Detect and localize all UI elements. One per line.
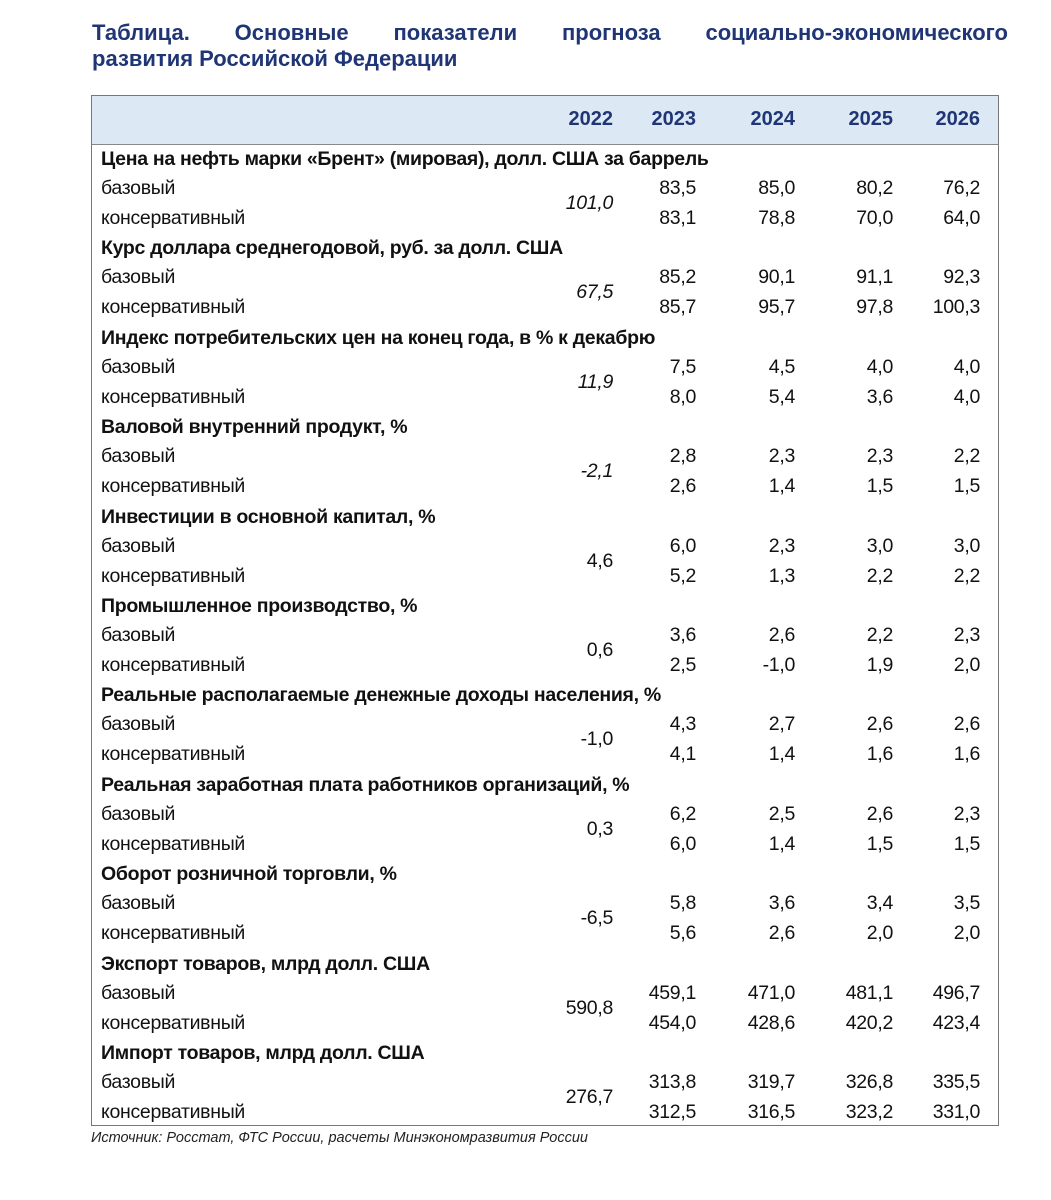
- value-2022: 67,5: [576, 281, 613, 304]
- value-conservative-2024: -1,0: [762, 653, 795, 676]
- value-conservative-2024: 5,4: [768, 385, 795, 408]
- scenario-label-conservative: консервативный: [101, 743, 246, 766]
- value-conservative-2026: 331,0: [932, 1100, 980, 1123]
- value-conservative-2023: 2,5: [669, 653, 696, 676]
- scenario-label-base: базовый: [101, 445, 176, 468]
- value-2022: 4,6: [586, 549, 613, 572]
- indicator-group: [92, 145, 998, 234]
- value-base-2023: 4,3: [669, 713, 696, 736]
- scenario-label-base: базовый: [101, 1070, 176, 1093]
- value-base-2023: 7,5: [669, 355, 696, 378]
- indicator-group: [92, 771, 998, 860]
- scenario-label-conservative: консервативный: [101, 475, 246, 498]
- value-conservative-2026: 1,5: [953, 832, 980, 855]
- value-base-2024: 4,5: [768, 355, 795, 378]
- indicator-group: [92, 950, 998, 1039]
- value-conservative-2023: 2,6: [669, 475, 696, 498]
- value-conservative-2023: 6,0: [669, 832, 696, 855]
- value-conservative-2023: 5,2: [669, 564, 696, 587]
- title-line-1: Таблица. Основные показатели прогноза социально-экономического: [92, 20, 1008, 45]
- value-conservative-2024: 316,5: [747, 1100, 795, 1123]
- document-title: [92, 20, 1008, 72]
- indicator-group: [92, 681, 998, 770]
- value-base-2024: 2,6: [768, 623, 795, 646]
- value-conservative-2025: 1,9: [866, 653, 893, 676]
- value-base-2024: 2,3: [768, 534, 795, 557]
- value-conservative-2026: 100,3: [932, 296, 980, 319]
- value-base-2023: 85,2: [659, 266, 696, 289]
- value-base-2025: 91,1: [856, 266, 893, 289]
- year-header: 2023: [651, 108, 696, 130]
- indicator-title: Валовой внутренний продукт, %: [101, 416, 408, 439]
- value-base-2026: 4,0: [953, 355, 980, 378]
- value-conservative-2023: 5,6: [669, 922, 696, 945]
- value-base-2026: 335,5: [932, 1070, 980, 1093]
- indicator-title: Реальная заработная плата работников организаций, %: [101, 773, 630, 796]
- scenario-label-conservative: консервативный: [101, 296, 246, 319]
- scenario-label-conservative: консервативный: [101, 564, 246, 587]
- indicator-group: [92, 324, 998, 413]
- indicator-title: Реальные располагаемые денежные доходы населения, %: [101, 684, 661, 707]
- year-header: 2022: [568, 108, 613, 130]
- scenario-label-conservative: консервативный: [101, 207, 246, 229]
- scenario-label-conservative: консервативный: [101, 653, 246, 676]
- value-conservative-2024: 78,8: [758, 207, 795, 229]
- value-conservative-2025: 1,5: [866, 832, 893, 855]
- indicator-title: Оборот розничной торговли, %: [101, 863, 397, 886]
- value-conservative-2026: 1,6: [953, 743, 980, 766]
- value-base-2024: 3,6: [768, 892, 795, 915]
- scenario-label-base: базовый: [101, 534, 176, 557]
- value-conservative-2025: 323,2: [845, 1100, 893, 1123]
- indicator-group: [92, 413, 998, 502]
- value-base-2024: 2,3: [768, 445, 795, 468]
- value-base-2023: 3,6: [669, 623, 696, 646]
- table-header: [92, 96, 998, 145]
- value-2022: -1,0: [580, 728, 613, 751]
- value-base-2026: 92,3: [943, 266, 980, 289]
- value-base-2026: 76,2: [943, 177, 980, 199]
- value-conservative-2026: 1,5: [953, 475, 980, 498]
- value-conservative-2026: 64,0: [943, 207, 980, 229]
- value-conservative-2025: 1,5: [866, 475, 893, 498]
- value-base-2025: 3,0: [866, 534, 893, 557]
- value-conservative-2025: 3,6: [866, 385, 893, 408]
- scenario-label-base: базовый: [101, 981, 176, 1004]
- forecast-table: [91, 95, 999, 1126]
- value-base-2023: 459,1: [648, 981, 696, 1004]
- scenario-label-conservative: консервативный: [101, 922, 246, 945]
- indicator-group: [92, 503, 998, 592]
- indicator-group: [92, 1039, 998, 1128]
- value-base-2025: 80,2: [856, 177, 893, 199]
- value-conservative-2026: 423,4: [932, 1011, 980, 1034]
- table-body: [92, 145, 998, 1128]
- value-base-2023: 5,8: [669, 892, 696, 915]
- value-base-2025: 2,6: [866, 713, 893, 736]
- value-base-2024: 319,7: [747, 1070, 795, 1093]
- value-base-2023: 83,5: [659, 177, 696, 199]
- value-conservative-2026: 4,0: [953, 385, 980, 408]
- scenario-label-base: базовый: [101, 892, 176, 915]
- value-base-2023: 2,8: [669, 445, 696, 468]
- value-base-2024: 2,7: [768, 713, 795, 736]
- scenario-label-conservative: консервативный: [101, 385, 246, 408]
- value-conservative-2025: 70,0: [856, 207, 893, 229]
- value-base-2026: 2,2: [953, 445, 980, 468]
- scenario-label-base: базовый: [101, 355, 176, 378]
- value-conservative-2023: 8,0: [669, 385, 696, 408]
- value-base-2026: 3,0: [953, 534, 980, 557]
- value-conservative-2025: 97,8: [856, 296, 893, 319]
- indicator-title: Промышленное производство, %: [101, 594, 418, 617]
- value-conservative-2025: 2,2: [866, 564, 893, 587]
- value-conservative-2026: 2,0: [953, 922, 980, 945]
- value-base-2023: 313,8: [648, 1070, 696, 1093]
- scenario-label-conservative: консервативный: [101, 1011, 246, 1034]
- value-conservative-2024: 1,4: [768, 743, 795, 766]
- title-line-2: развития Российской Федерации: [92, 46, 458, 71]
- scenario-label-base: базовый: [101, 177, 176, 199]
- scenario-label-base: базовый: [101, 713, 176, 736]
- value-conservative-2023: 4,1: [669, 743, 696, 766]
- indicator-title: Импорт товаров, млрд долл. США: [101, 1041, 425, 1064]
- value-2022: 276,7: [565, 1085, 613, 1108]
- value-base-2025: 481,1: [845, 981, 893, 1004]
- value-base-2025: 2,6: [866, 802, 893, 825]
- value-base-2025: 4,0: [866, 355, 893, 378]
- value-conservative-2023: 454,0: [648, 1011, 696, 1034]
- value-base-2024: 85,0: [758, 177, 795, 199]
- indicator-group: [92, 234, 998, 323]
- indicator-title: Индекс потребительских цен на конец года, в % к декабрю: [101, 326, 656, 349]
- value-base-2025: 2,2: [866, 623, 893, 646]
- value-base-2025: 3,4: [866, 892, 893, 915]
- value-conservative-2026: 2,0: [953, 653, 980, 676]
- indicator-title: Инвестиции в основной капитал, %: [101, 505, 436, 528]
- year-header: 2025: [848, 108, 893, 130]
- value-conservative-2023: 83,1: [659, 207, 696, 229]
- value-2022: 11,9: [577, 370, 613, 393]
- value-2022: 101,0: [565, 192, 613, 214]
- indicator-title: Курс доллара среднегодовой, руб. за долл. США: [101, 237, 563, 260]
- value-conservative-2024: 95,7: [758, 296, 795, 319]
- year-header: 2026: [935, 108, 980, 130]
- value-conservative-2024: 1,4: [768, 475, 795, 498]
- value-base-2023: 6,0: [669, 534, 696, 557]
- value-base-2026: 3,5: [953, 892, 980, 915]
- scenario-label-base: базовый: [101, 802, 176, 825]
- value-base-2024: 471,0: [747, 981, 795, 1004]
- value-conservative-2024: 1,3: [768, 564, 795, 587]
- value-2022: 590,8: [565, 996, 613, 1019]
- indicator-group: [92, 860, 998, 949]
- value-conservative-2024: 2,6: [768, 922, 795, 945]
- value-2022: -2,1: [580, 460, 613, 483]
- value-base-2024: 90,1: [758, 266, 795, 289]
- value-base-2023: 6,2: [669, 802, 696, 825]
- value-2022: 0,3: [586, 817, 613, 840]
- value-base-2026: 2,3: [953, 623, 980, 646]
- value-base-2025: 2,3: [866, 445, 893, 468]
- value-conservative-2024: 428,6: [747, 1011, 795, 1034]
- value-base-2024: 2,5: [768, 802, 795, 825]
- scenario-label-base: базовый: [101, 266, 176, 289]
- scenario-label-conservative: консервативный: [101, 1100, 246, 1123]
- value-conservative-2025: 420,2: [845, 1011, 893, 1034]
- value-base-2026: 496,7: [932, 981, 980, 1004]
- scenario-label-conservative: консервативный: [101, 832, 246, 855]
- value-conservative-2024: 1,4: [768, 832, 795, 855]
- value-base-2026: 2,6: [953, 713, 980, 736]
- indicator-group: [92, 592, 998, 681]
- indicator-title: Цена на нефть марки «Брент» (мировая), долл. США за баррель: [101, 148, 709, 170]
- scenario-label-base: базовый: [101, 623, 176, 646]
- value-conservative-2026: 2,2: [953, 564, 980, 587]
- indicator-title: Экспорт товаров, млрд долл. США: [101, 952, 430, 975]
- value-conservative-2025: 1,6: [866, 743, 893, 766]
- value-base-2026: 2,3: [953, 802, 980, 825]
- value-conservative-2023: 312,5: [648, 1100, 696, 1123]
- value-conservative-2023: 85,7: [659, 296, 696, 319]
- value-conservative-2025: 2,0: [866, 922, 893, 945]
- source-note: Источник: Росстат, ФТС России, расчеты Минэкономразвития России: [91, 1130, 588, 1146]
- value-2022: -6,5: [580, 907, 613, 930]
- year-header: 2024: [750, 108, 795, 130]
- value-base-2025: 326,8: [845, 1070, 893, 1093]
- value-2022: 0,6: [586, 638, 613, 661]
